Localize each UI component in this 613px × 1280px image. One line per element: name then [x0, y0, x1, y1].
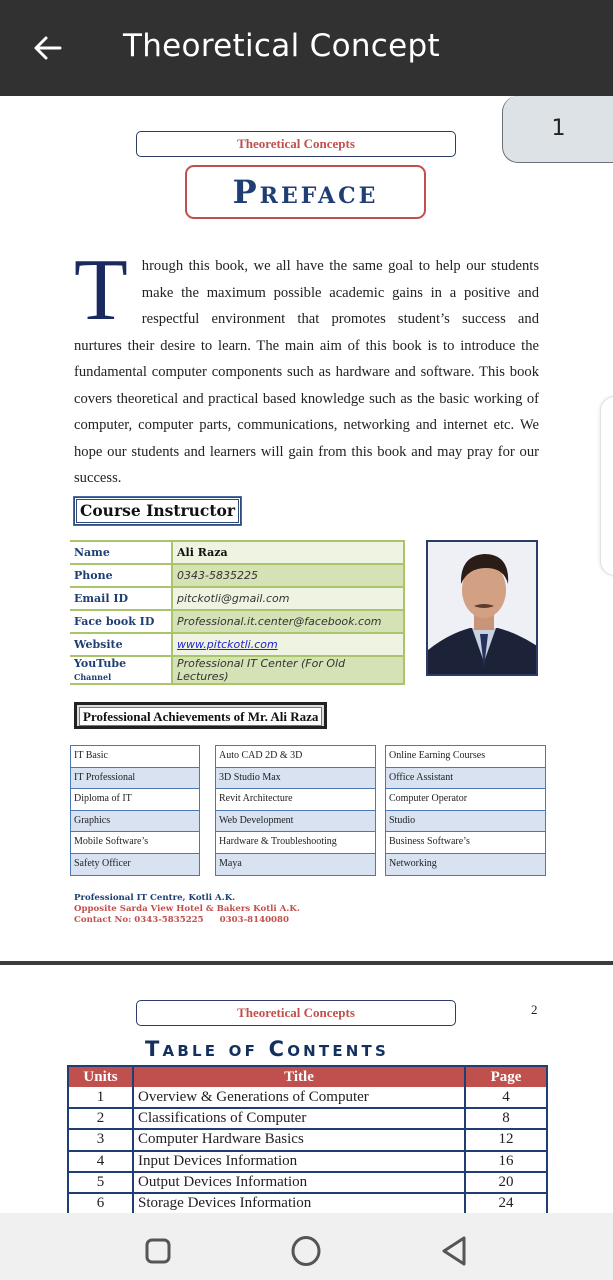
toc-title: Output Devices Information — [133, 1172, 465, 1193]
website-link[interactable]: www.pitckotli.com — [177, 638, 278, 651]
achievement-item: 3D Studio Max — [216, 768, 375, 790]
preface-text: hrough this book, we all have the same goal to help our students make the maximum possible academic gains in a positive and respectful environment that promotes student’s success and nurtures their desire to learn. The main aim of this book is to introduce the fundamental computer components such as hardware and software. This book covers theoretical and practical based knowledge such as the basic working of computer, computer parts, communications, networking and internet etc. We hope our students and learners will gain from this book and may pray for our success. — [74, 258, 539, 486]
nav-back-button[interactable] — [435, 1231, 475, 1271]
page-indicator — [502, 96, 613, 163]
toc-title: Overview & Generations of Computer — [133, 1087, 465, 1108]
course-instructor-title-text: Course Instructor — [80, 501, 236, 520]
instructor-photo — [426, 540, 538, 676]
table-row — [68, 1172, 547, 1193]
toc-unit: 3 — [68, 1129, 133, 1150]
table-row — [70, 610, 404, 633]
toc-unit: 5 — [68, 1172, 133, 1193]
preface-heading-box — [185, 165, 426, 219]
footer-contact: Contact No: 0343-5835225 — [74, 915, 204, 925]
toc-title: Classifications of Computer — [133, 1108, 465, 1129]
info-value: Professional.it.center@facebook.com — [172, 610, 404, 633]
app-bar — [0, 0, 613, 96]
toc-unit: 1 — [68, 1087, 133, 1108]
info-label — [70, 656, 172, 684]
toc-heading: Table of Contents — [145, 1037, 389, 1061]
table-row — [70, 564, 404, 587]
achievement-item: Safety Officer — [71, 854, 199, 876]
info-value: Professional IT Center (For Old Lectures) — [172, 656, 404, 684]
back-button[interactable] — [30, 30, 66, 66]
achievement-item: Graphics — [71, 811, 199, 833]
page-header-text: Theoretical Concepts — [237, 1005, 355, 1020]
info-label: Name — [70, 541, 172, 564]
achievement-item: Computer Operator — [386, 789, 545, 811]
home-button[interactable] — [286, 1231, 326, 1271]
instructor-info-table — [70, 540, 405, 685]
achievement-item: Auto CAD 2D & 3D — [216, 746, 375, 768]
table-row — [70, 541, 404, 564]
arrow-left-icon — [30, 30, 66, 66]
toc-header-row — [68, 1066, 547, 1087]
toc-title: Computer Hardware Basics — [133, 1129, 465, 1150]
info-label: Phone — [70, 564, 172, 587]
achievement-item: IT Basic — [71, 746, 199, 768]
current-page-number: 1 — [551, 116, 566, 141]
achievement-item: Hardware & Troubleshooting — [216, 832, 375, 854]
preface-heading: Preface — [232, 173, 379, 211]
footer-line-2: Opposite Sarda View Hotel & Bakers Kotli A.K. — [74, 904, 300, 914]
scroll-handle[interactable] — [600, 396, 613, 576]
toc-col-title: Title — [133, 1066, 465, 1087]
triangle-back-icon — [435, 1231, 475, 1271]
info-label: Website — [70, 633, 172, 656]
achievements-column-1 — [70, 745, 200, 876]
info-value: pitckotli@gmail.com — [172, 587, 404, 610]
page-footer-address — [74, 893, 300, 926]
achievement-item: Online Earning Courses — [386, 746, 545, 768]
achievement-item: Maya — [216, 854, 375, 876]
info-label: Email ID — [70, 587, 172, 610]
toc-page: 24 — [465, 1193, 547, 1213]
square-icon — [138, 1231, 178, 1271]
achievements-column-3 — [385, 745, 546, 876]
toc-title: Storage Devices Information — [133, 1193, 465, 1213]
preface-paragraph — [74, 242, 539, 492]
table-row — [70, 633, 404, 656]
achievements-column-2 — [215, 745, 376, 876]
pdf-viewer[interactable] — [0, 96, 613, 1213]
course-instructor-title — [74, 497, 241, 525]
toc-page: 16 — [465, 1151, 547, 1172]
dropcap-letter: T — [74, 242, 128, 339]
table-row — [68, 1087, 547, 1108]
toc-col-page: Page — [465, 1066, 547, 1087]
toc-col-units: Units — [68, 1066, 133, 1087]
info-label-suffix: Channel — [74, 672, 112, 682]
achievement-item: Revit Architecture — [216, 789, 375, 811]
toc-unit: 6 — [68, 1193, 133, 1213]
toc-unit: 2 — [68, 1108, 133, 1129]
toc-page: 12 — [465, 1129, 547, 1150]
achievement-item: Networking — [386, 854, 545, 876]
achievement-item: Mobile Software’s — [71, 832, 199, 854]
page-header-box — [136, 131, 456, 157]
achievement-item: Diploma of IT — [71, 789, 199, 811]
achievement-item: Business Software’s — [386, 832, 545, 854]
achievement-item: Studio — [386, 811, 545, 833]
achievement-item: Office Assistant — [386, 768, 545, 790]
page-header-box — [136, 1000, 456, 1026]
page-separator — [0, 961, 613, 965]
table-row — [70, 656, 404, 684]
table-row — [68, 1151, 547, 1172]
recents-button[interactable] — [138, 1231, 178, 1271]
info-label: Face book ID — [70, 610, 172, 633]
achievements-title-text: Professional Achievements of Mr. Ali Raza — [79, 707, 322, 726]
table-row — [68, 1129, 547, 1150]
toc-page: 8 — [465, 1108, 547, 1129]
achievement-item: Web Development — [216, 811, 375, 833]
table-row — [68, 1108, 547, 1129]
footer-contact-alt: 0303-8140080 — [219, 915, 289, 925]
achievements-title — [74, 702, 327, 729]
toc-title: Input Devices Information — [133, 1151, 465, 1172]
footer-line-1: Professional IT Centre, Kotli A.K. — [74, 893, 236, 903]
app-title: Theoretical Concept — [123, 28, 440, 64]
page-header-text: Theoretical Concepts — [237, 136, 355, 151]
person-photo-icon — [428, 542, 538, 676]
info-value — [172, 633, 404, 656]
info-label-main: YouTube — [74, 657, 127, 670]
page-number: 2 — [531, 1002, 538, 1017]
toc-table — [67, 1065, 548, 1213]
circle-icon — [286, 1231, 326, 1271]
footer-line-3 — [74, 915, 300, 926]
system-nav-bar — [0, 1213, 613, 1280]
info-value: Ali Raza — [172, 541, 404, 564]
achievement-item: IT Professional — [71, 768, 199, 790]
table-row — [68, 1193, 547, 1213]
toc-page: 4 — [465, 1087, 547, 1108]
toc-unit: 4 — [68, 1151, 133, 1172]
toc-page: 20 — [465, 1172, 547, 1193]
table-row — [70, 587, 404, 610]
info-value: 0343-5835225 — [172, 564, 404, 587]
